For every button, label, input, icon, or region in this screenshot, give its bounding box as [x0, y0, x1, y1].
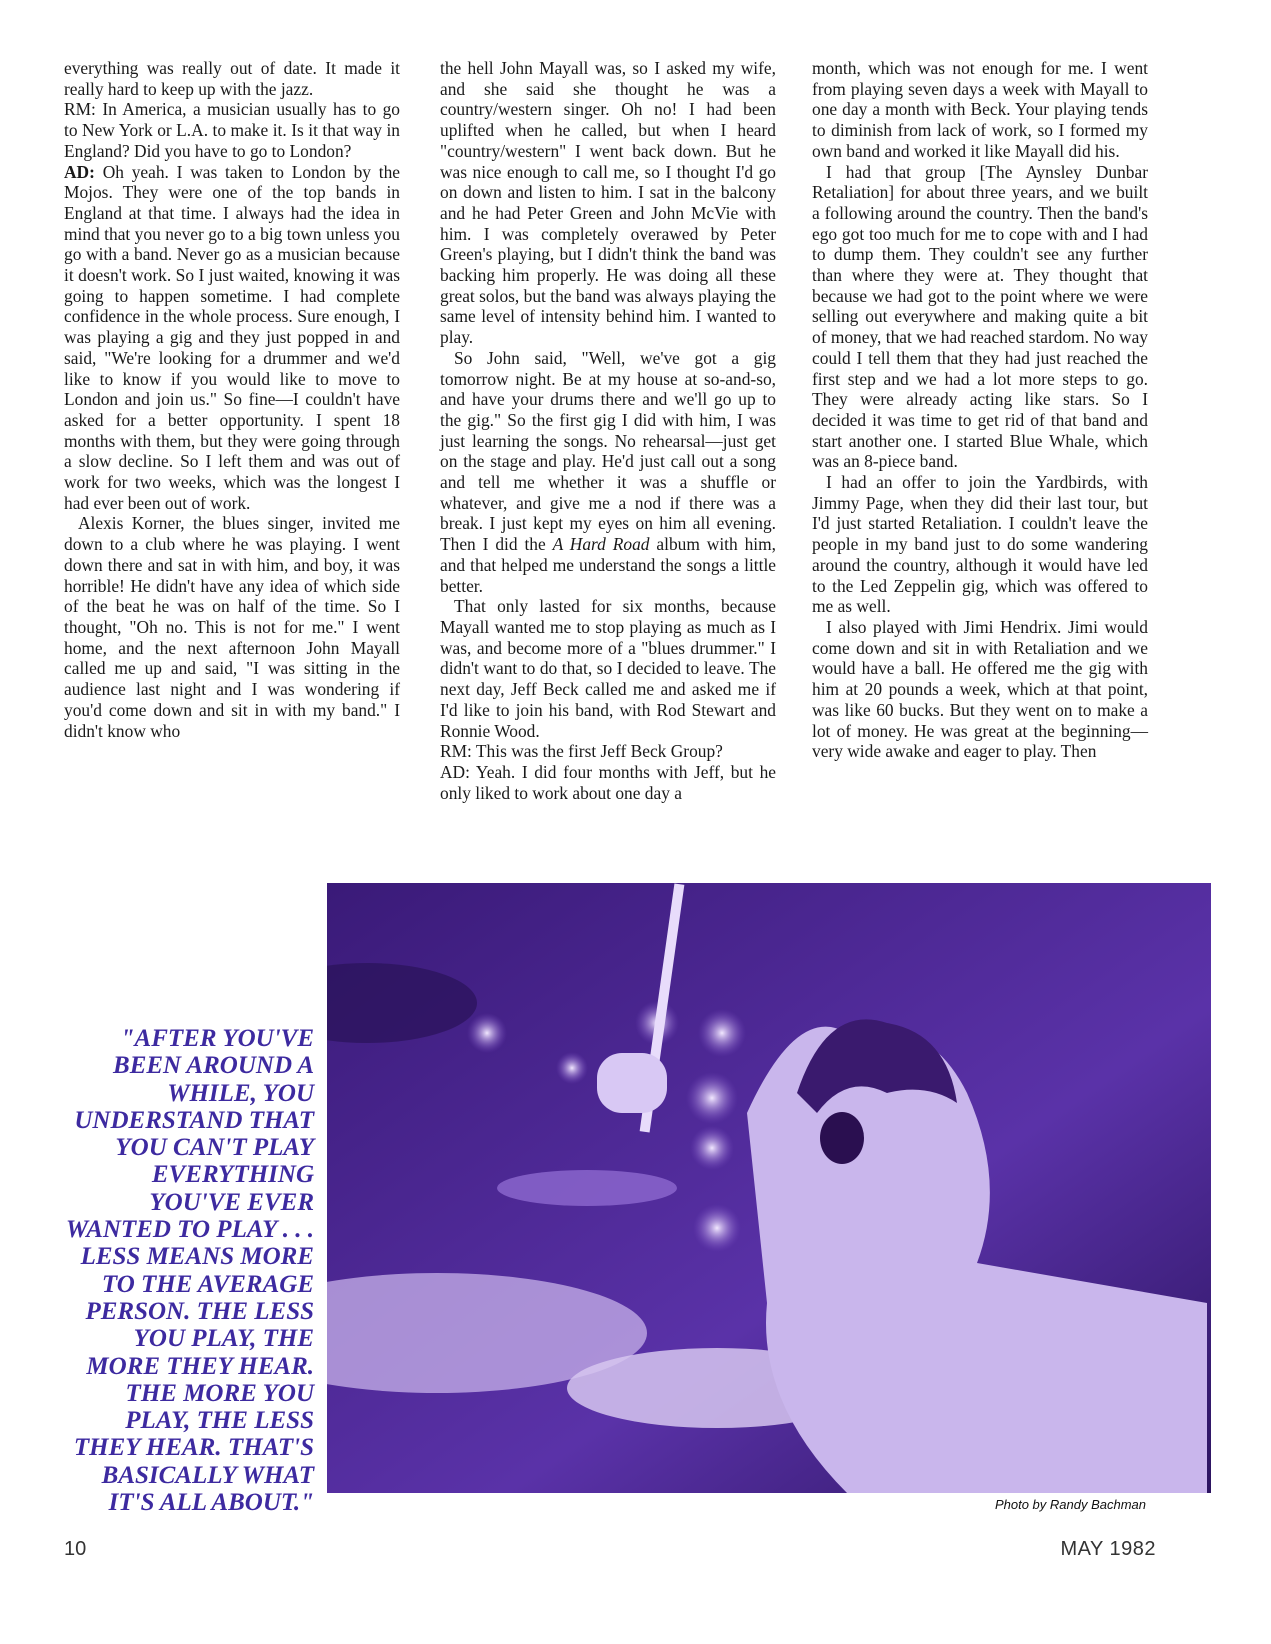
paragraph: Alexis Korner, the blues singer, invited me down to a club where he was playing. I went down there and sat in with him, and boy, it was horrible! He didn't have any idea of which side of the beat he was on half of the time. So I thought, "Oh no. This is not for me." I went home, and the next afternoon John Mayall called me up and said, "I was sitting in the audience last night and I was wondering if you'd come down and sit in with my band." I didn't know who — [64, 513, 400, 741]
article-column-3 — [812, 58, 1148, 762]
album-title: A Hard Road — [552, 534, 650, 555]
paragraph-text: album with him, and that helped me understand the songs a little better. — [440, 534, 776, 596]
paragraph: RM: In America, a musician usually has to go to New York or L.A. to make it. Is it that way in England? Did you have to go to London? — [64, 99, 400, 161]
paragraph-text: Oh yeah. I was taken to London by the Mojos. They were one of the top bands in England at that time. I always had the idea in mind that you never go to a big town unless you go with a band. Never go as a musician because it doesn't work. So I just waited, knowing it was going to happen sometime. I had complete confidence in the whole process. Sure enough, I was playing a gig and they just popped in and said, "We're looking for a drummer and we'd like to know if you would like to move to London and join us." So fine—I couldn't have asked for a better opportunity. I spent 18 months with them, but they were going through a slow decline. So I left them and was out of work for two weeks, which was the longest I had ever been out of work. — [64, 161, 400, 513]
page-number: 10 — [64, 1538, 87, 1560]
paragraph: month, which was not enough for me. I went from playing seven days a week with Mayall to one day a month with Beck. Your playing tends to diminish from lack of work, so I formed my own band and worked it like Mayall did his. — [812, 58, 1148, 161]
paragraph: the hell John Mayall was, so I asked my wife, and she said she thought he was a country/western singer. Oh no! I had been uplifted when he called, but when I heard "country/western" I went back down. But he was nice enough to call me, so I thought I'd go on down and listen to him. I sat in the balcony and he had Peter Green and John McVie with him. I was completely overawed by Peter Green's playing, but I didn't think the band was backing him properly. He was doing all these great solos, but the band was always playing the same level of intensity behind him. I wanted to play. — [440, 58, 776, 348]
paragraph-text: So John said, "Well, we've got a gig tomorrow night. Be at my house at so-and-so, and have your drums there and we'll go up to the gig." So the first gig I did with him, I was just learning the songs. No rehearsal—just get on the stage and play. He'd just call out a song and tell me whether it was a shuffle or whatever, and give me a nod if there was a break. I just kept my eyes on him all evening. Then I did the — [440, 347, 776, 555]
pull-quote: "AFTER YOU'VE BEEN AROUND A WHILE, YOU UNDERSTAND THAT YOU CAN'T PLAY EVERYTHING YOU'VE EVER WANTED TO PLAY . . . LESS MEANS MORE TO THE AVERAGE PERSON. THE LESS YOU PLAY, THE MORE THEY HEAR. THE MORE YOU PLAY, THE LESS THEY HEAR. THAT'S BASICALLY WHAT IT'S ALL ABOUT." — [65, 1025, 314, 1517]
photo-credit: Photo by Randy Bachman — [994, 1497, 1146, 1512]
paragraph: That only lasted for six months, because Mayall wanted me to stop playing as much as I was, and become more of a "blues drummer." I didn't want to do that, so I decided to leave. The next day, Jeff Beck called me and asked me if I'd like to join his band, with Rod Stewart and Ronnie Wood. — [440, 596, 776, 741]
paragraph — [64, 162, 400, 514]
photo-illustration — [327, 883, 1211, 1493]
issue-date: MAY 1982 — [1060, 1538, 1156, 1560]
drummer-photo — [327, 883, 1211, 1493]
paragraph: I also played with Jimi Hendrix. Jimi would come down and sit in with Retaliation and we would have a ball. He offered me the gig with him at 20 pounds a week, which at that point, was like 60 bucks. But they went on to make a lot of money. He was great at the beginning—very wide awake and eager to play. Then — [812, 616, 1148, 762]
paragraph: I had that group [The Aynsley Dunbar Retaliation] for about three years, and we built a following around the country. Then the band's ego got too much for me to cope with and I had to dump them. They couldn't see any further than where they were at. They thought that because we had got to the point where we were selling out everywhere and making quite a bit of money, that we had reached stardom. No way could I tell them that they had just reached the first step and we had a lot more steps to go. They were already acting like stars. So I decided it was time to get rid of that band and start another one. I started Blue Whale, which was an 8-piece band. — [812, 161, 1148, 472]
paragraph: RM: This was the first Jeff Beck Group? — [440, 741, 723, 762]
speaker-label: AD: — [64, 161, 95, 182]
article-column-2 — [440, 58, 776, 803]
paragraph: everything was really out of date. It made it really hard to keep up with the jazz. — [64, 58, 400, 99]
paragraph — [440, 348, 776, 596]
paragraph: AD: Yeah. I did four months with Jeff, but he only liked to work about one day a — [440, 761, 776, 803]
article-column-1 — [64, 58, 400, 741]
paragraph: I had an offer to join the Yardbirds, with Jimmy Page, when they did their last tour, but I'd just started Retaliation. I couldn't leave the people in my band just to do some wandering around the country, although it would have led to the Led Zeppelin gig, which was offered to me as well. — [812, 472, 1148, 617]
